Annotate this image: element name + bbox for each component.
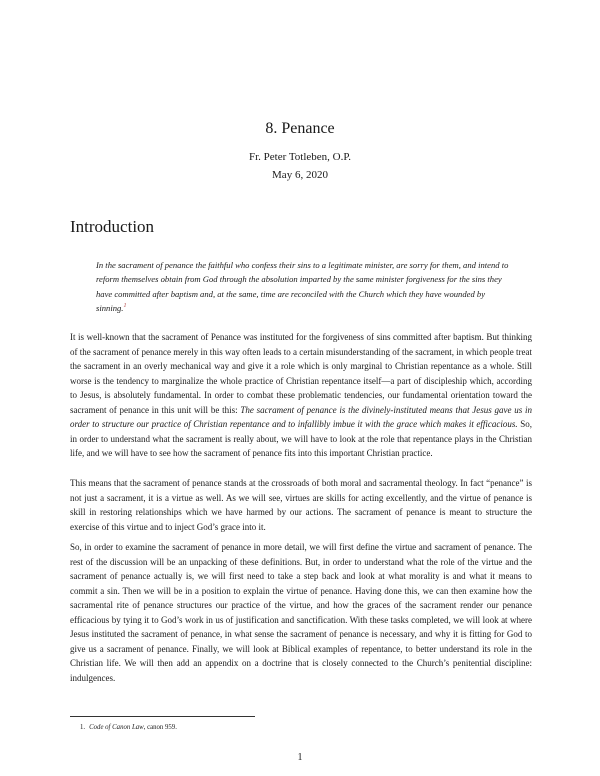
epigraph-text: In the sacrament of penance the faithful who confess their sins to a legitimate minister, are sorry for them, and intend to reform themselves obtain from God through the absolution imparted by the same minister forgiveness for the sins they have committed after baptism and, at the same, time are reconciled with the Church which they have wounded by sinning.: [96, 260, 509, 314]
footnote-rest: , canon 959.: [143, 724, 177, 731]
footnote-divider: [70, 716, 255, 717]
paragraph-1-text-b: So, in order to understand what the sacrament is really about, we will have to look at the role that repentance plays in the Christian life, and we will have to see how the sacrament of penance fits into this important Christian practice.: [70, 419, 532, 458]
page-number: 1: [297, 752, 303, 763]
paragraph-2: This means that the sacrament of penance stands at the crossroads of both moral and sacramental theology. In fact “penance” is not just a sacrament, it is a virtue as well. As we will see, virtues are skills for acting excellently, and the virtue of penance is skill in restoring relationships which we have harmed by our actions. The sacrament of penance is meant to structure the exercise of this virtue and to inject God’s grace into it.: [70, 478, 532, 532]
epigraph-quote: [96, 258, 510, 316]
section-heading: Introduction: [70, 217, 155, 236]
footnote-source: Code of Canon Law: [89, 724, 144, 731]
paragraph-1: [70, 330, 532, 461]
paragraph-1-emphasis: The sacrament of penance is the divinely-instituted means that Jesus gave us in order to structure our practice of Christian repentance and to infallibly imbue it with the grace which makes it efficacious.: [70, 404, 532, 429]
document-title: 8. Penance: [265, 120, 335, 137]
footnote-link[interactable]: 1: [123, 303, 127, 310]
footnote-number: 1.: [80, 724, 86, 731]
date-line: May 6, 2020: [272, 169, 328, 181]
author-line: Fr. Peter Totleben, O.P.: [249, 151, 351, 163]
paragraph-1-text-a: It is well-known that the sacrament of Penance was instituted for the forgiveness of sins committed after baptism. But thinking of the sacrament of penance merely in this way often leads to a certain misunderstanding of the sacrament, in which people treat the sacrament in an overly mechanical way and give it a role which is only marginal to Christian repentance as a whole. Still worse is the tendency to marginalize the whole practice of Christian repentance itself—a part of discipleship which, according to Jesus, is absolutely fundamental. In order to combat these problematic tendencies, our fundamental orientation toward the sacrament of penance in this unit will be this:: [70, 332, 532, 415]
footnote: [80, 724, 177, 731]
paragraph-3: So, in order to examine the sacrament of penance in more detail, we will first define the virtue and sacrament of penance. The rest of the discussion will be an unpacking of these definitions. But, in order to understand what the role of the virtue and the sacrament of penance actually is, we will first need to take a step back and look at what morality is and what it means to commit a sin. Then we will be in a position to explain the virtue of penance. Having done this, we can then examine how the sacramental rite of penance structures our practice of the virtue, and how the graces of the sacrament render our penance efficacious by tying it to God’s work in us of justification and sanctification. With these tasks completed, we will look at where Jesus instituted the sacrament of penance, in what sense the sacrament of penance is necessary, and why it is fitting for God to give us a sacrament of penance. Finally, we will look at Biblical examples of repentance, to better understand its role in the Christian life. We will then add an appendix on a doctrine that is closely connected to the Church’s penitential discipline: indulgences.: [70, 542, 532, 683]
